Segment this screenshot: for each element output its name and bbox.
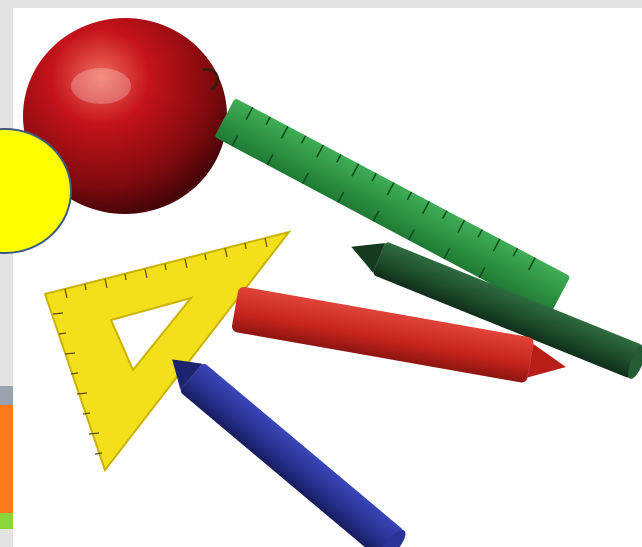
left-accent-green [0,513,14,529]
blue-crayon-icon [159,346,409,547]
left-accent-grey [0,386,14,406]
school-supplies-photo [13,8,642,547]
left-accent-orange [0,405,14,513]
